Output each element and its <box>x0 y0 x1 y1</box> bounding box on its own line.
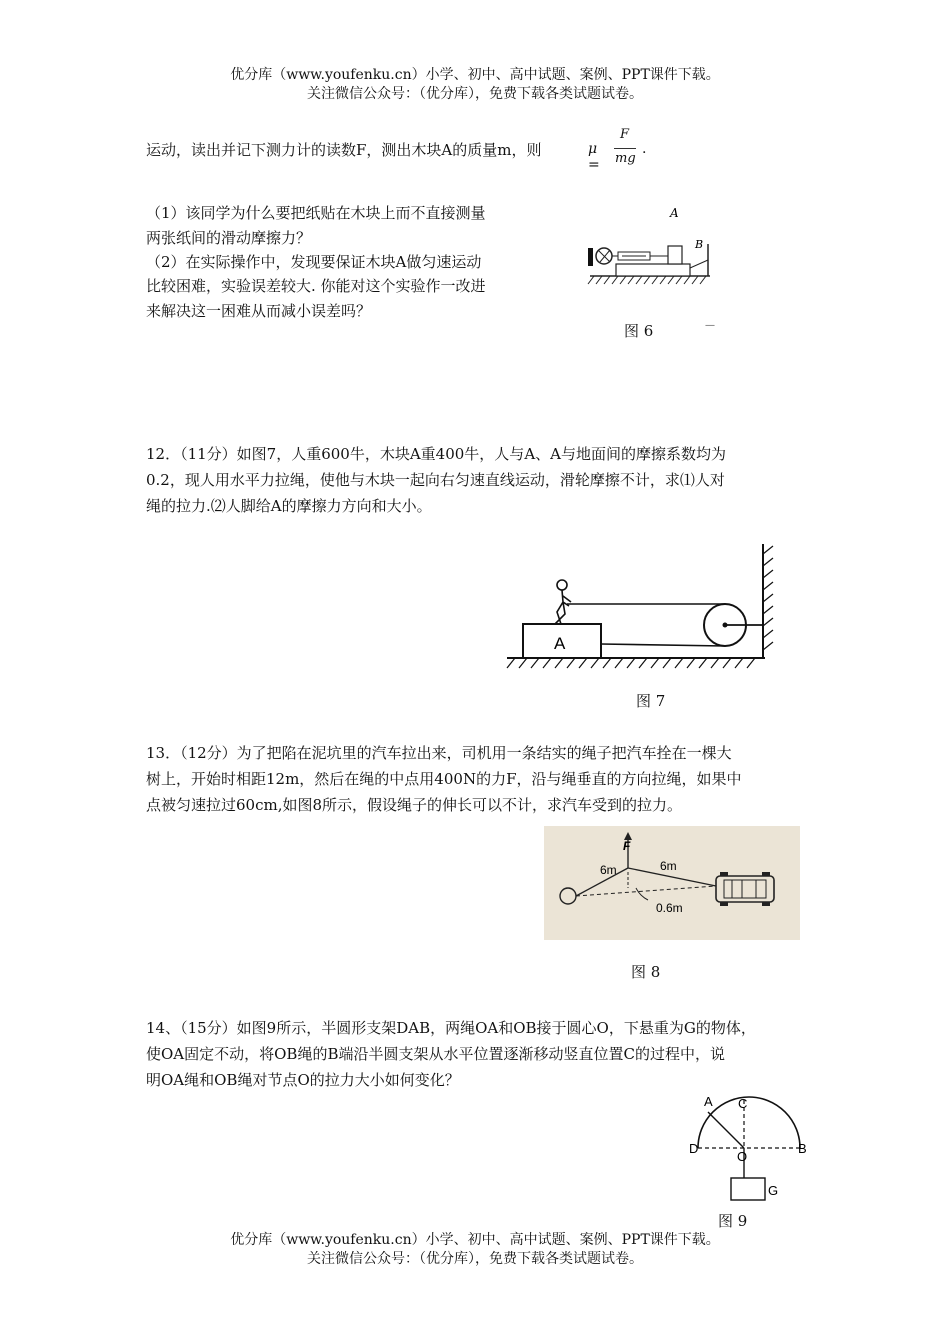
figure-6 <box>580 200 720 300</box>
q14-line1: 14、（15分）如图9所示，半圆形支架DAB，两绳OA和OB接于圆心O，下悬重为G的物体， <box>146 1019 756 1037</box>
q11-sub2-line2: 比较困难，实验误差较大. 你能对这个实验作一改进 <box>146 277 486 295</box>
fig9-weight <box>731 1178 765 1200</box>
fig9-label-d: D <box>689 1141 699 1156</box>
fig6-board-string <box>690 260 708 268</box>
q11-intro-text: 运动，读出并记下测力计的读数F，测出木块A的质量m，则 <box>146 141 542 159</box>
fig9-label-c: C <box>738 1096 748 1111</box>
q13-line2: 树上，开始时相距12m，然后在绳的中点用400N的力F，沿与绳垂直的方向拉绳，如果中 <box>146 770 742 788</box>
footer-line-1: 优分库（www.youfenku.cn）小学、初中、高中试题、案例、PPT课件下载。 <box>230 1232 720 1248</box>
fig7-rope-bottom <box>601 644 725 646</box>
fig8-label-06m: 0.6m <box>656 901 683 915</box>
fig6-label-b: B <box>695 238 704 251</box>
q12-line1: 12．（11分）如图7，人重600牛，木块A重400牛，人与A、A与地面间的摩擦系数均为 <box>146 445 726 463</box>
fig7-caption: 图 7 <box>636 692 666 710</box>
formula-bar <box>614 148 636 149</box>
q12-line2: 0.2，现人用水平力拉绳，使他与木块一起向右匀速直线运动，滑轮摩擦不计，求⑴人对 <box>146 471 725 489</box>
fig6-label-a: A <box>670 206 679 220</box>
q11-sub2-line3: 来解决这一困难从而减小误差吗？ <box>146 302 372 320</box>
fig9-label-o: O <box>737 1149 748 1164</box>
fig7-label-a: A <box>554 634 566 653</box>
fig9-semicircle <box>698 1097 800 1148</box>
q11-sub1-line2: 两张纸间的滑动摩擦力？ <box>146 229 312 247</box>
figure-7 <box>505 540 795 670</box>
fig6-hatching <box>588 276 706 284</box>
fig6-board-b <box>616 264 690 276</box>
fig9-label-b: B <box>798 1141 807 1156</box>
fig8-label-6m-left: 6m <box>600 863 617 877</box>
q13-line3: 点被匀速拉过60cm,如图8所示，假设绳子的伸长可以不计，求汽车受到的拉力。 <box>146 796 683 814</box>
formula-numerator: F <box>620 127 630 142</box>
fig6-dash: — <box>705 320 715 331</box>
q13-line1: 13．（12分）为了把陷在泥坑里的汽车拉出来，司机用一条结实的绳子把汽车拴在一棵大 <box>146 744 732 762</box>
fig9-caption: 图 9 <box>718 1212 748 1230</box>
fig6-caption: 图 6 <box>624 322 654 340</box>
fig9-label-a: A <box>704 1094 713 1109</box>
q14-line2: 使OA固定不动，将OB绳的B端沿半圆支架从水平位置逐渐移动竖直位置C的过程中，说 <box>146 1045 725 1063</box>
fig7-wall-hatching <box>763 546 773 650</box>
q12-line3: 绳的拉力.⑵人脚给A的摩擦力方向和大小。 <box>146 497 432 515</box>
fig8-tree <box>560 888 576 904</box>
footer-line-2: 关注微信公众号：（优分库），免费下载各类试题试卷。 <box>307 1251 643 1267</box>
fig7-person <box>555 580 571 624</box>
formula-mu: μ = <box>588 141 600 173</box>
figure-9 <box>688 1090 812 1210</box>
fig8-caption: 图 8 <box>631 963 661 981</box>
fig8-label-f: F <box>623 839 631 853</box>
fig8-car <box>716 872 774 906</box>
q14-line3: 明OA绳和OB绳对节点O的拉力大小如何变化？ <box>146 1071 460 1089</box>
figure-8 <box>544 826 800 940</box>
fig6-block-a <box>668 246 682 264</box>
formula-end: . <box>642 141 647 157</box>
header-line-1: 优分库（www.youfenku.cn）小学、初中、高中试题、案例、PPT课件下载。 <box>230 67 720 83</box>
q11-intro <box>146 137 541 164</box>
fig9-label-g: G <box>768 1183 779 1198</box>
fig6-hand-stop <box>588 248 593 266</box>
q11-sub1-line1: （1）该同学为什么要把纸贴在木块上而不直接测量 <box>146 204 486 222</box>
fig9-rope-oa <box>708 1112 744 1148</box>
fig7-hatching <box>507 658 755 668</box>
formula-denominator: mg <box>615 151 636 166</box>
q11-sub2-line1: （2）在实际操作中，发现要保证木块A做匀速运动 <box>146 253 482 271</box>
header-line-2: 关注微信公众号：（优分库），免费下载各类试题试卷。 <box>307 86 643 102</box>
fig8-label-6m-right: 6m <box>660 859 677 873</box>
